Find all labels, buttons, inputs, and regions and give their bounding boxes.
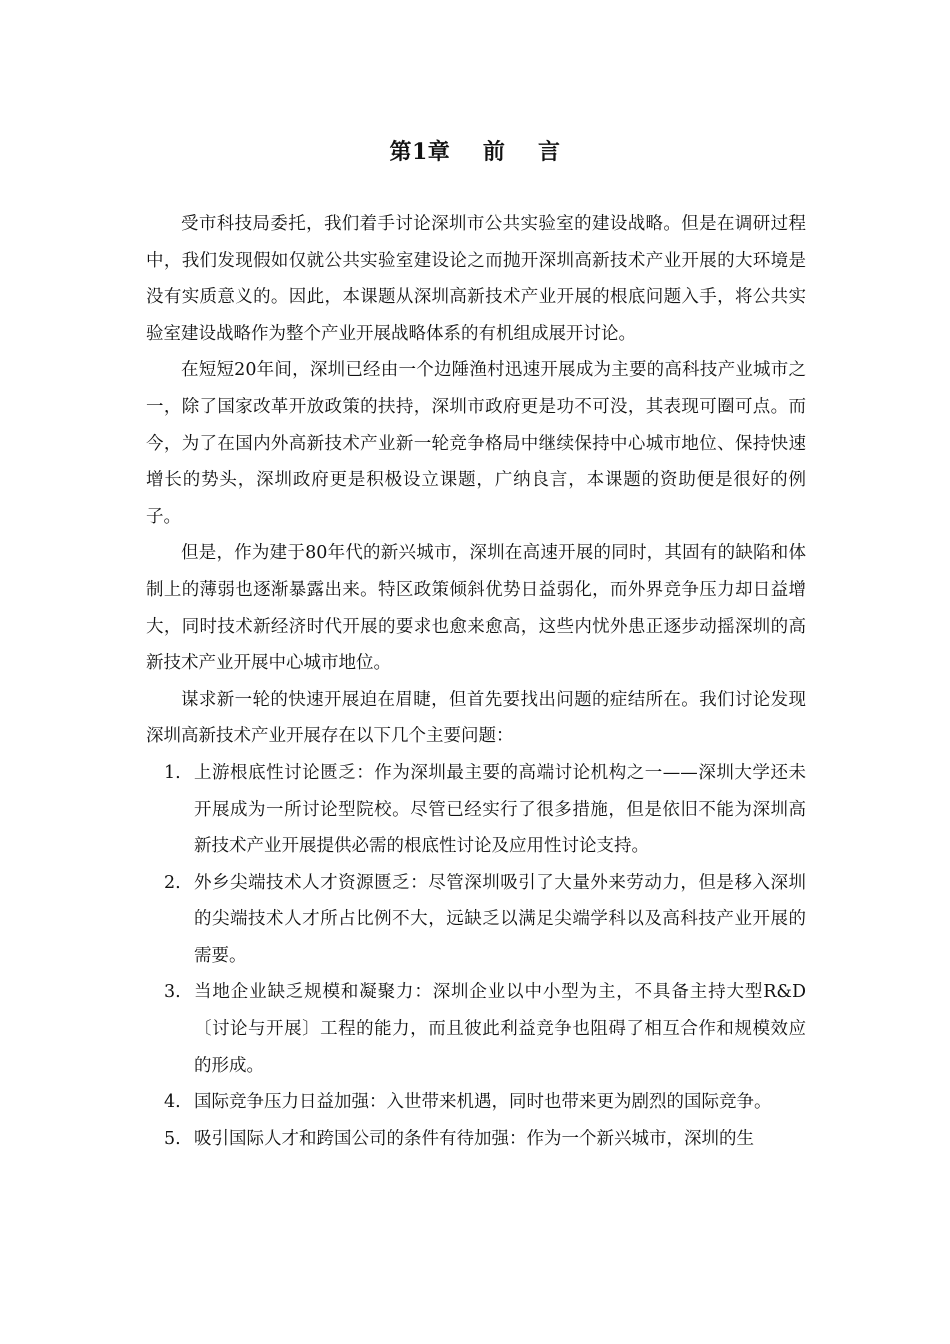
list-item-number: 3. [164, 982, 181, 1003]
list-item-text: 上游根底性讨论匮乏：作为深圳最主要的高端讨论机构之一——深圳大学还未开展成为一所讨论型院校。尽管已经实行了很多措施，但是依旧不能为深圳高新技术产业开展提供必需的根底性讨论及应用性讨论支持。 [194, 762, 806, 857]
problem-list [146, 755, 806, 1158]
list-item-text: 吸引国际人才和跨国公司的条件有待加强：作为一个新兴城市，深圳的生 [194, 1128, 754, 1149]
paragraph: 受市科技局委托，我们着手讨论深圳市公共实验室的建设战略。但是在调研过程中，我们发现假如仅就公共实验室建设论之而抛开深圳高新技术产业开展的大环境是没有实质意义的。因此，本课题从深圳高新技术产业开展的根底问题入手，将公共实验室建设战略作为整个产业开展战略体系的有机组成展开讨论。 [146, 214, 806, 344]
list-item-text: 当地企业缺乏规模和凝聚力：深圳企业以中小型为主，不具备主持大型R&D〔讨论与开展〕工程的能力，而且彼此利益竞争也阻碍了相互合作和规模效应的形成。 [194, 982, 806, 1076]
list-item-number: 2. [164, 872, 181, 893]
paragraph: 在短短20年间，深圳已经由一个边陲渔村迅速开展成为主要的高科技产业城市之一，除了国家改革开放政策的扶持，深圳市政府更是功不可没，其表现可圈可点。而今，为了在国内外高新技术产业新一轮竞争格局中继续保持中心城市地位、保持快速增长的势头，深圳政府更是积极设立课题，广纳良言，本课题的资助便是很好的例子。 [146, 360, 806, 527]
paragraph: 谋求新一轮的快速开展迫在眉睫，但首先要找出问题的症结所在。我们讨论发现深圳高新技术产业开展存在以下几个主要问题： [146, 689, 806, 747]
list-item [146, 1121, 806, 1158]
list-item-text: 外乡尖端技术人才资源匮乏：尽管深圳吸引了大量外来劳动力，但是移入深圳的尖端技术人才所占比例不大，远缺乏以满足尖端学科以及高科技产业开展的需要。 [194, 872, 806, 966]
list-item-number: 4. [164, 1092, 181, 1113]
list-item [146, 974, 806, 1084]
list-item-text: 国际竞争压力日益加强：入世带来机遇，同时也带来更为剧烈的国际竞争。 [194, 1092, 772, 1113]
list-item [146, 755, 806, 865]
list-item [146, 865, 806, 975]
paragraph: 但是，作为建于80年代的新兴城市，深圳在高速开展的同时，其固有的缺陷和体制上的薄弱也逐渐暴露出来。特区政策倾斜优势日益弱化，而外界竞争压力却日益增大，同时技术新经济时代开展的要求也愈来愈高，这些内忧外患正逐步动摇深圳的高新技术产业开展中心城市地位。 [146, 543, 806, 674]
list-item-number: 5. [164, 1128, 181, 1149]
list-item-number: 1. [164, 762, 181, 783]
chapter-title: 第1章 前 言 [389, 139, 561, 165]
list-item [146, 1084, 806, 1121]
document-body [146, 206, 806, 1157]
